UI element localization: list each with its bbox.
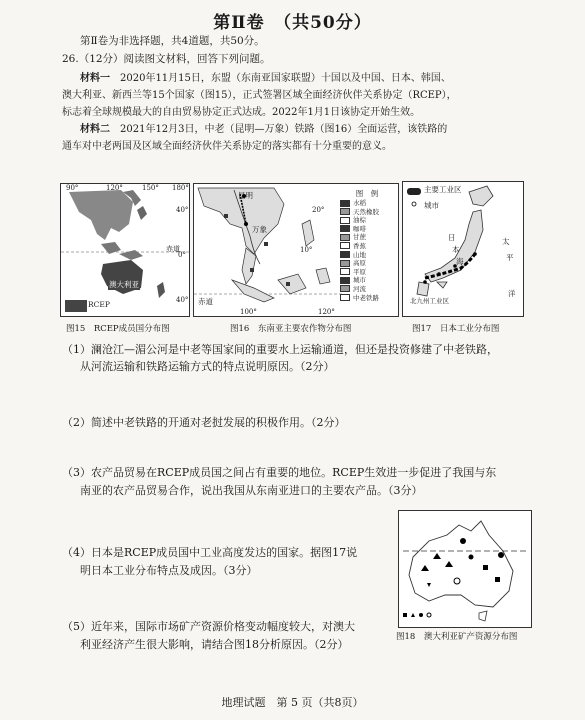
map17-label-ping: 平 [506,253,514,262]
question-3-line-2: 南亚的农产品贸易合作，说出我国从东南亚进口的主要农产品。（3分） [80,484,423,497]
map-australia-minerals [398,510,532,628]
map15-lat-40n: 40° [176,206,189,214]
question-3-line-1: （3）农产品贸易在RCEP成员国之间占有重要的地位。RCEP生效进一步促进了我国与东 [62,466,497,479]
map16-lon-120: 120° [318,308,335,316]
map-australia-svg [399,511,531,627]
map15-caption: 图15 RCEP成员国分布图 [66,324,170,334]
map16-legend-item: 平原 [340,268,394,277]
map15-lon-180: 180° [172,184,189,192]
map17-label-tai: 太 [502,237,510,246]
question-4-line-1: （4）日本是RCEP成员国中工业高度发达的国家。据图17说 [62,546,358,559]
map15-legend-rcep: RCEP [88,300,110,309]
map17-legend-industry-zone: 主要工业区 [424,185,462,194]
question-5-line-2: 利亚经济产生很大影响，请结合图18分析原因。（2分） [80,638,349,651]
question-5-line-1: （5）近年来，国际市场矿产资源价格变动幅度较大，对澳大 [62,620,355,633]
legend-symbol-icon [340,208,350,215]
map16-legend [340,188,394,302]
map16-lat-10: 10° [300,246,313,254]
material-1-line-3: 标志着全球规模最大的自由贸易协定正式达成。2022年1月1日该协定开始生效。 [62,107,421,118]
legend-symbol-icon [340,268,350,275]
legend-symbol-icon [340,260,350,267]
map16-legend-item: 水稻 [340,199,394,208]
question-1-line-1: （1）澜沧江—湄公河是中老等国家间的重要水上运输通道，但还是投资修建了中老铁路， [62,343,498,356]
material-2-line-2: 通车对中老两国及区域全面经济伙伴关系协定的落实都有十分重要的意义。 [62,141,392,152]
map17-label-kitakyushu: 北九州工业区 [410,297,449,305]
legend-symbol-icon [340,234,350,241]
map17-legend-city: 城市 [424,201,439,210]
map16-equator-label: 赤道 [198,297,213,306]
map16-lat-20: 20° [312,206,325,214]
map16-kunming-label: 昆明 [238,191,253,200]
map16-legend-item: 油棕 [340,216,394,225]
map16-legend-list [340,199,394,302]
map16-legend-item: 甘蔗 [340,233,394,242]
legend-symbol-icon [340,200,350,207]
map15-lon-90: 90° [66,184,79,192]
material-1-line-1: 材料一 2020年11月15日，东盟（东南亚国家联盟）十国以及中国、日本、韩国、 [80,73,451,84]
map17-label-hai: 海 [456,257,464,266]
material-2-label: 材料二 [80,124,110,135]
map16-caption: 图16 东南亚主要农作物分布图 [230,324,352,334]
page-footer: 地理试题 第 5 页（共8页） [221,696,364,709]
map16-legend-item: 高原 [340,259,394,268]
map16-legend-item: 河流 [340,285,394,294]
map16-legend-item: 天然橡胶 [340,208,394,217]
map15-lat-0: 0° [178,251,186,259]
legend-symbol-icon [340,217,350,224]
legend-symbol-icon [340,277,350,284]
legend-symbol-icon [340,251,350,258]
legend-symbol-icon [340,225,350,232]
map17-label-ri: 日 [448,233,456,242]
map15-lat-40s: 40° [176,296,189,304]
material-2-line-1: 材料二 2021年12月3日，中老（昆明—万象）铁路（图16）全面运营，该铁路的 [80,124,448,135]
question-2: （2）简述中老铁路的开通对老挝发展的积极作用。（2分） [62,416,346,429]
legend-symbol-icon [340,242,350,249]
map17-caption: 图17 日本工业分布图 [412,324,500,334]
material-1-line-2: 澳大利亚、新西兰等15个国家（图15），正式签署区域全面经济伙伴关系协定（RCEP）， [62,90,457,101]
map17-label-ben: 本 [452,245,460,254]
map18-caption: 图18 澳大利亚矿产资源分布图 [396,632,518,642]
map15-equator-label: 赤道 [166,245,180,253]
map15-lon-150: 150° [142,184,159,192]
question-26-heading: 26.（12分）阅读图文材料，回答下列问题。 [62,53,271,65]
map16-lon-100: 100° [240,308,257,316]
map16-legend-item: 咖啡 [340,225,394,234]
question-1-line-2: 从河流运输和铁路运输方式的特点说明原因。（2分） [80,360,335,373]
map15-australia-label: 澳大利亚 [109,280,139,289]
question-4-line-2: 明日本工业分布特点及成因。（3分） [80,564,258,577]
map16-legend-title: 图 例 [355,189,379,198]
map16-vientiane-label: 万象 [252,225,267,234]
map15-lon-120: 120° [106,184,123,192]
map17-label-yang: 洋 [508,289,516,298]
map16-legend-item: 中老铁路 [340,294,394,303]
map16-legend-item: 山地 [340,251,394,260]
map16-legend-item: 城市 [340,276,394,285]
legend-symbol-icon [340,285,350,292]
legend-symbol-icon [340,294,350,301]
material-1-label: 材料一 [80,73,110,84]
map16-legend-item: 香蕉 [340,242,394,251]
section-intro: 第Ⅱ卷为非选择题，共4道题，共50分。 [80,35,265,47]
section-title: 第Ⅱ卷 （共50分） [213,13,372,33]
